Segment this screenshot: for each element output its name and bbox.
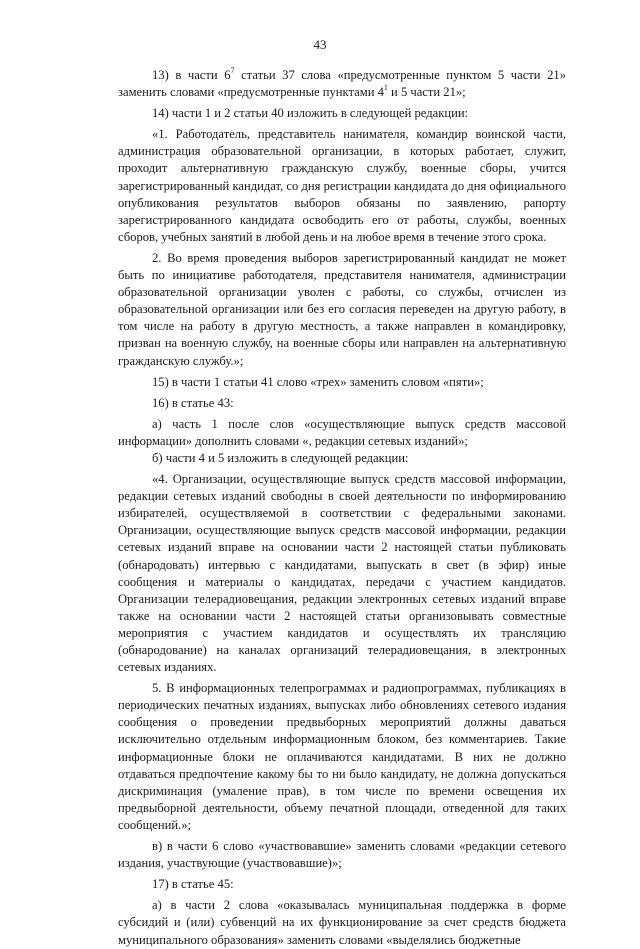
superscript: 7 [230,65,235,75]
paragraph-subitem-b: б) части 4 и 5 изложить в следующей редакции: [152,450,409,465]
paragraph-item-13 [118,67,566,101]
paragraph-item-14: 14) части 1 и 2 статьи 40 изложить в следующей редакции: [152,106,469,121]
paragraph-part-2: 2. Во время проведения выборов зарегистрированный кандидат не может быть по инициативе работодателя, представителя нанимателя, администрации образовательной организации уволен с работы, со службы, отчислен из образовательной организации или без его согласия переведен на другую работу, в том числе на работу в другую местность, а также направлен в командировку, призван на военную службу, на военные сборы или направлен на альтернативную гражданскую службу.»; [118,250,566,368]
paragraph-subitem-a-17: а) в части 2 слова «оказывалась муниципальная поддержка в форме субсидий и (или) субвенций на их функционирование за счет средств бюджета муниципального образования» заменить словами «выделялись бюджетные [118,898,566,947]
page-number: 43 [313,37,327,52]
paragraph-subitem-a: а) часть 1 после слов «осуществляющие выпуск средств массовой информации» дополнить словами «, редакции сетевых изданий»; [118,416,566,448]
paragraph-item-15: 15) в части 1 статьи 41 слово «трех» заменить словом «пяти»; [152,374,484,389]
paragraph-item-17: 17) в статье 45: [152,877,234,892]
paragraph-part-4: «4. Организации, осуществляющие выпуск средств массовой информации, редакции сетевых изданий свободны в своей деятельности по информированию избирателей, осуществляемой в соответствии с федеральными законами. Организации, осуществляющие выпуск средств массовой информации, редакции сетевых изданий вправе на основании части 2 настоящей статьи публиковать (обнародовать) интервью с кандидатами, выпускать в свет (в эфир) иные сообщения и материалы о кандидатах, передачи с участием кандидатов. Организации телерадиовещания, редакции электронных сетевых изданий вправе также на основании части 2 настоящей статьи организовывать совместные мероприятия с участием кандидатов и осуществлять их трансляцию (обнародование) на каналах организаций телерадиовещания, в электронных сетевых изданиях. [118,472,566,675]
paragraph-text: 13) в части 6 [152,68,231,82]
paragraph-text: статьи 37 слова «предусмотренные пунктом 5 части 21» заменить словами «предусмотренные пунктами 4 [118,68,566,100]
paragraph-text: и 5 части 21»; [387,85,466,100]
paragraph-item-16: 16) в статье 43: [152,395,234,410]
superscript: 1 [383,82,388,92]
paragraph-subitem-v: в) в части 6 слово «участвовавшие» заменить словами «редакции сетевого издания, участвующие (участвовавшие)»; [118,839,566,871]
paragraph-part-1: «1. Работодатель, представитель нанимателя, командир воинской части, администрация образовательной организации, в которых работает, служит, проходит альтернативную гражданскую службу, военные сборы, учится зарегистрированный кандидат, со дня регистрации кандидата до дня официального опубликования результатов выборов обязаны по заявлению, рапорту зарегистрированного кандидата освободить его от работы, службы, военных сборов, учебных занятий в любой день и на любое время в течение этого срока. [118,127,566,244]
document-body [118,67,566,949]
paragraph-part-5: 5. В информационных телепрограммах и радиопрограммах, публикациях в периодических печатных изданиях, выпусках либо обновлениях сетевого издания сообщения о проведении предвыборных мероприятий должны даваться исключительно отдельным информационным блоком, без комментариев. Такие информационные блоки не оплачиваются кандидатами. В них не должно отдаваться предпочтение какому бы то ни было кандидату, не должна допускаться дискриминация (умаление прав), в том числе по времени освещения их предвыборной деятельности, объему печатной площади, отведенной для таких сообщений.»; [118,681,566,832]
